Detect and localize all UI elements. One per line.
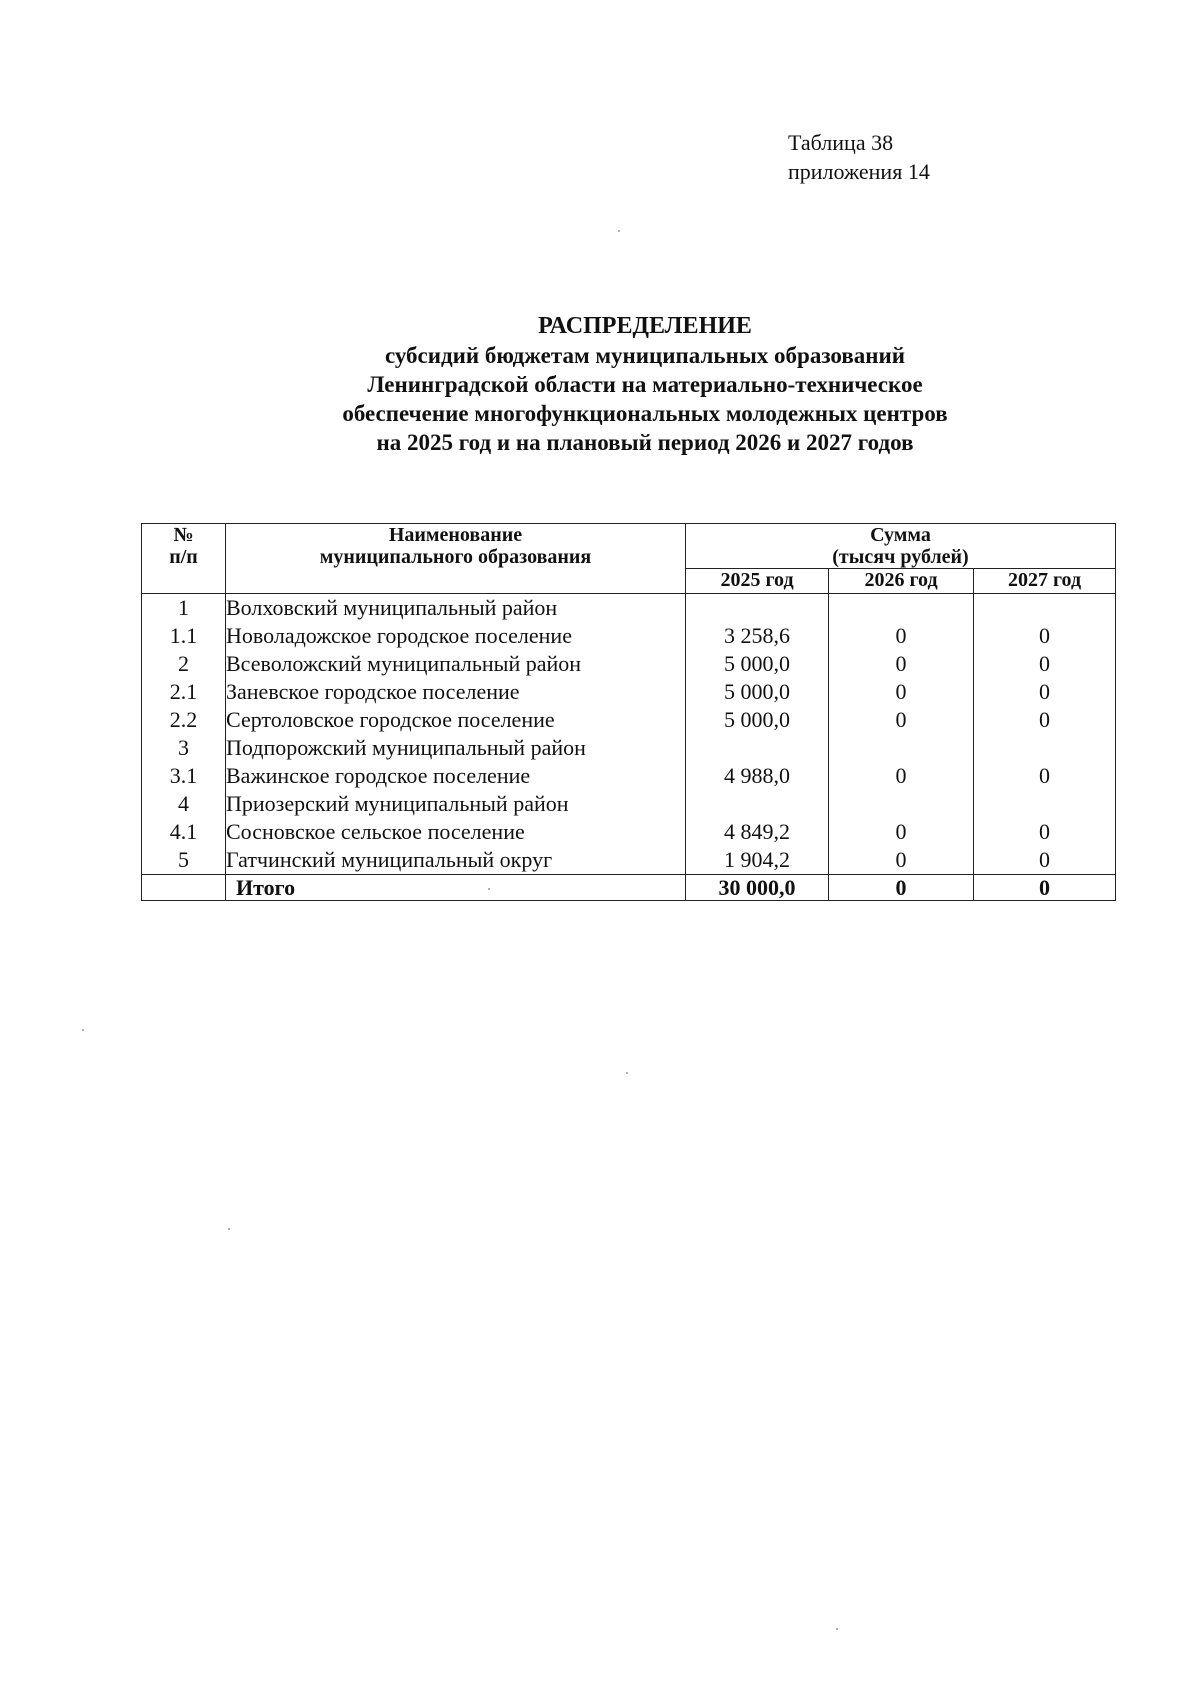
row-value-2027: 0 — [974, 678, 1116, 706]
row-name: Сертоловское городское поселение — [226, 706, 686, 734]
scan-speck — [82, 1029, 84, 1031]
row-name: Приозерский муниципальный район — [226, 790, 686, 818]
row-value-2027: 0 — [974, 818, 1116, 846]
header-number-symbol: № — [173, 524, 194, 546]
row-name: Сосновское сельское поселение — [226, 818, 686, 846]
row-value-2025: 5 000,0 — [686, 650, 829, 678]
row-number: 1 — [142, 594, 226, 623]
row-value-2027 — [974, 734, 1116, 762]
table-row — [142, 790, 1116, 818]
row-value-2027: 0 — [974, 762, 1116, 790]
row-value-2026: 0 — [829, 818, 974, 846]
row-value-2025: 4 988,0 — [686, 762, 829, 790]
row-value-2026 — [829, 790, 974, 818]
row-value-2026: 0 — [829, 650, 974, 678]
scan-speck — [626, 1072, 628, 1074]
table-body — [142, 594, 1116, 875]
row-number: 2.2 — [142, 706, 226, 734]
row-name: Заневское городское поселение — [226, 678, 686, 706]
row-value-2025: 5 000,0 — [686, 706, 829, 734]
table-row — [142, 706, 1116, 734]
heading-line-1: субсидий бюджетам муниципальных образований — [384, 343, 906, 368]
header-year-2027: 2027 год — [974, 569, 1116, 594]
heading-line-3: обеспечение многофункциональных молодежных центров — [342, 401, 948, 426]
row-name: Всеволожский муниципальный район — [226, 650, 686, 678]
total-2027: 0 — [974, 875, 1116, 901]
row-value-2027: 0 — [974, 706, 1116, 734]
table-header — [142, 524, 1116, 594]
heading-line-4: на 2025 год и на плановый период 2026 и 2027 годов — [376, 430, 914, 455]
caption-appendix-number: приложения 14 — [788, 159, 930, 184]
table-row — [142, 594, 1116, 623]
total-row — [142, 875, 1116, 901]
row-value-2026: 0 — [829, 846, 974, 875]
scan-speck — [228, 1228, 230, 1230]
header-sum — [686, 524, 1116, 569]
row-value-2027: 0 — [974, 650, 1116, 678]
row-number: 3 — [142, 734, 226, 762]
row-number: 2.1 — [142, 678, 226, 706]
table-row — [142, 678, 1116, 706]
row-value-2027: 0 — [974, 846, 1116, 875]
row-name: Новоладожское городское поселение — [226, 622, 686, 650]
row-number: 4.1 — [142, 818, 226, 846]
header-name-line-1: Наименование — [388, 524, 523, 546]
row-value-2027: 0 — [974, 622, 1116, 650]
row-value-2027 — [974, 594, 1116, 623]
scan-speck — [488, 888, 490, 890]
row-number: 4 — [142, 790, 226, 818]
row-name: Подпорожский муниципальный район — [226, 734, 686, 762]
total-2025: 30 000,0 — [686, 875, 829, 901]
table-caption — [788, 128, 930, 186]
row-value-2025: 3 258,6 — [686, 622, 829, 650]
row-name: Волховский муниципальный район — [226, 594, 686, 623]
heading-title: РАСПРЕДЕЛЕНИЕ — [538, 313, 752, 339]
row-value-2026: 0 — [829, 762, 974, 790]
row-value-2025: 4 849,2 — [686, 818, 829, 846]
row-value-2026: 0 — [829, 678, 974, 706]
table-row — [142, 734, 1116, 762]
table-row — [142, 846, 1116, 875]
row-value-2026: 0 — [829, 706, 974, 734]
row-value-2025: 5 000,0 — [686, 678, 829, 706]
table-footer — [142, 875, 1116, 901]
distribution-table — [141, 523, 1116, 901]
total-label: Итого — [226, 875, 686, 901]
header-year-2025: 2025 год — [686, 569, 829, 594]
caption-table-number: Таблица 38 — [788, 130, 894, 155]
header-number — [142, 524, 226, 594]
scan-speck — [836, 1628, 838, 1630]
row-value-2025 — [686, 594, 829, 623]
total-2026: 0 — [829, 875, 974, 901]
table-row — [142, 622, 1116, 650]
scan-speck — [618, 230, 620, 232]
table-row — [142, 650, 1116, 678]
row-number: 1.1 — [142, 622, 226, 650]
header-name — [226, 524, 686, 594]
row-value-2026 — [829, 594, 974, 623]
row-number: 2 — [142, 650, 226, 678]
row-value-2025: 1 904,2 — [686, 846, 829, 875]
heading-line-2: Ленинградской области на материально-техническое — [367, 372, 923, 397]
row-value-2026: 0 — [829, 622, 974, 650]
table-row — [142, 762, 1116, 790]
row-value-2026 — [829, 734, 974, 762]
table-row — [142, 818, 1116, 846]
row-number: 5 — [142, 846, 226, 875]
header-number-abbr: п/п — [169, 546, 198, 568]
row-value-2025 — [686, 790, 829, 818]
total-number-cell — [142, 875, 226, 901]
row-name: Важинское городское поселение — [226, 762, 686, 790]
row-value-2027 — [974, 790, 1116, 818]
header-name-line-2: муниципального образования — [319, 546, 592, 568]
row-number: 3.1 — [142, 762, 226, 790]
header-sum-units: (тысяч рублей) — [832, 546, 969, 568]
document-heading — [0, 312, 1200, 457]
header-year-2026: 2026 год — [829, 569, 974, 594]
header-sum-line-1: Сумма — [870, 524, 931, 546]
row-name: Гатчинский муниципальный округ — [226, 846, 686, 875]
row-value-2025 — [686, 734, 829, 762]
